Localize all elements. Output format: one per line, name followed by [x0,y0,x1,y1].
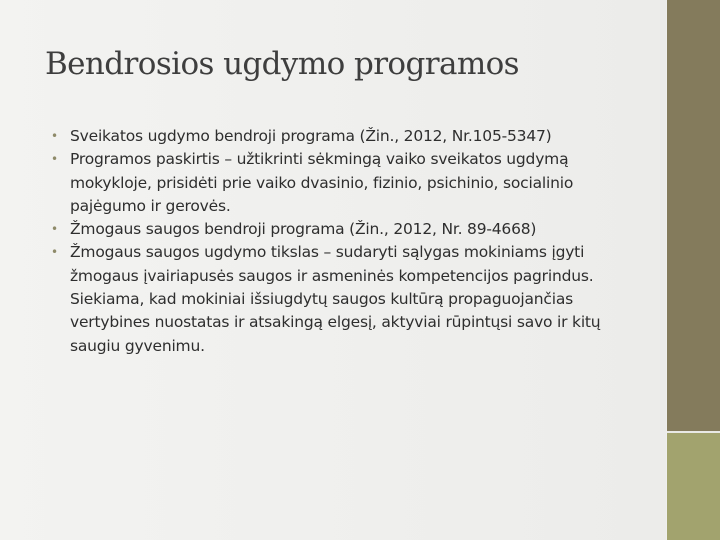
bullet-text: Žmogaus saugos bendroji programa (Žin., 2012, Nr. 89-4668) [70,220,537,239]
bullet-text: Programos paskirtis – užtikrinti sėkmingą vaiko sveikatos ugdymą mokykloje, prisidėti prie vaiko dvasinio, fizinio, psichinio, socialinio pajėgumo ir gerovės. [70,150,574,215]
bullet-item [45,148,635,218]
bullet-list [45,125,635,358]
bullet-dot-icon: • [51,152,58,167]
bullet-item [45,218,635,241]
bullet-dot-icon: • [51,129,58,143]
bullet-item [45,125,635,148]
side-bar-top-block [667,0,720,431]
bullet-text: Sveikatos ugdymo bendroji programa (Žin., 2012, Nr.105-5347) [70,127,552,145]
side-bar-bottom-block [667,433,720,540]
decorative-side-bar [667,0,720,540]
bullet-dot-icon: • [51,245,58,260]
bullet-dot-icon: • [51,222,58,237]
bullet-item [45,241,635,357]
slide-title: Bendrosios ugdymo programos [45,46,519,82]
bullet-text: Žmogaus saugos ugdymo tikslas – sudaryti sąlygas mokiniams įgyti žmogaus įvairiapusės saugos ir asmeninės kompetencijos pagrindus. Siekiama, kad mokiniai išsiugdytų saugos kultūrą propaguojančias vertybines nuostatas ir atsakingą elgesį, aktyviai rūpintųsi savo ir kitų saugiu gyvenimu. [70,243,601,355]
